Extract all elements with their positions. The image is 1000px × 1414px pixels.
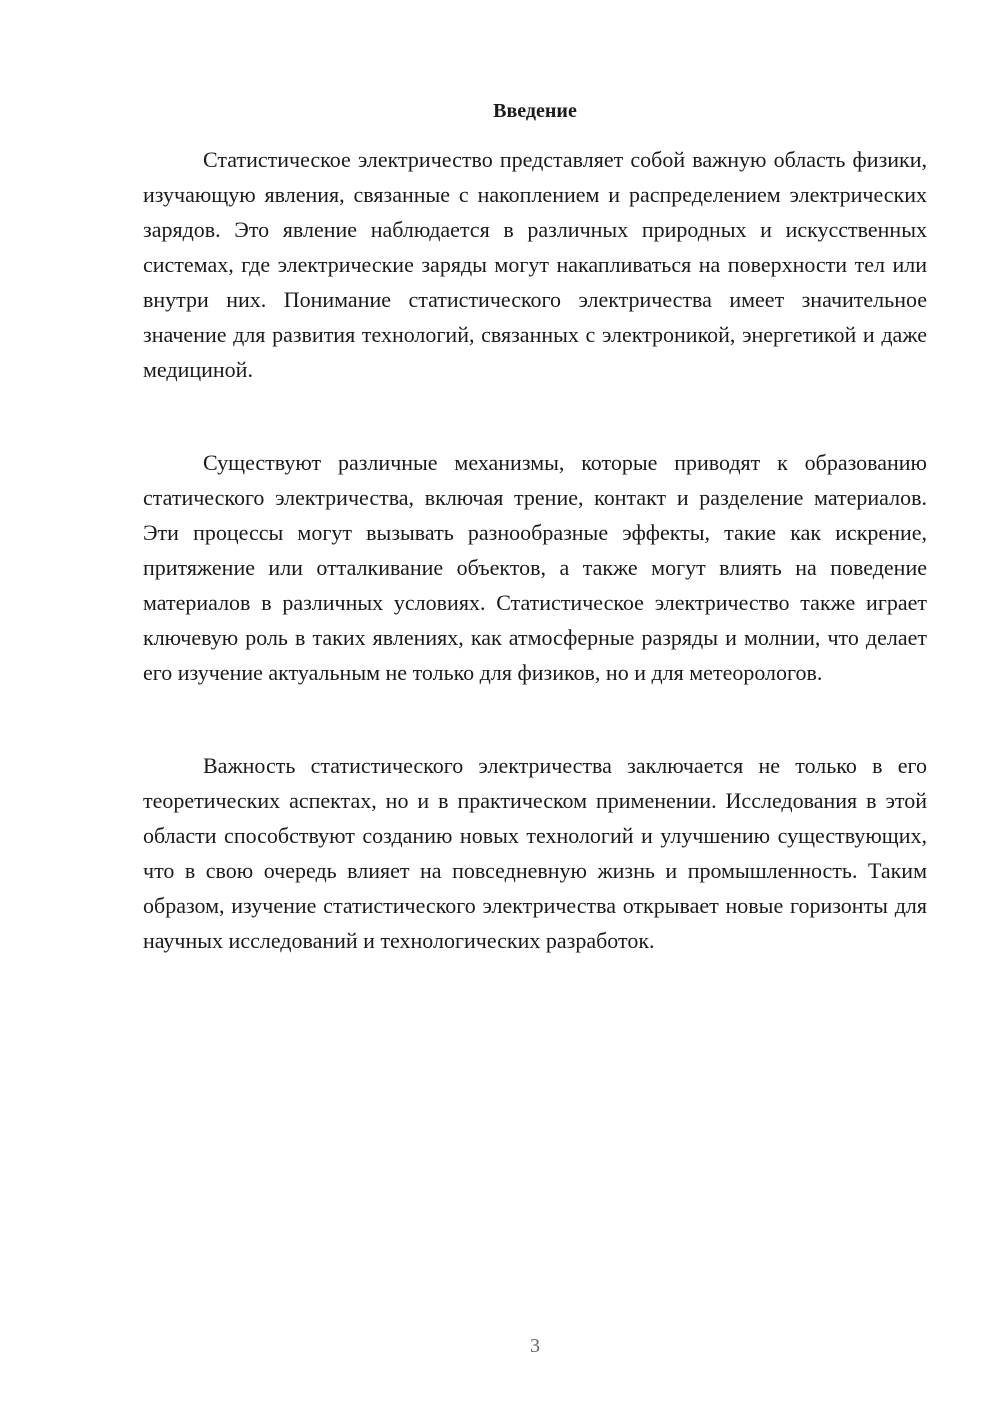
paragraph-2: Существуют различные механизмы, которые приводят к образованию статического электричества, включая трение, контакт и разделение материалов. Эти процессы могут вызывать разнообразные эффекты, такие как искрение, притяжение или отталкивание объектов, а также могут влиять на поведение материалов в различных условиях. Статистическое электричество также играет ключевую роль в таких явлениях, как атмосферные разряды и молнии, что делает его изучение актуальным не только для физиков, но и для метеорологов. [143, 450, 927, 685]
paragraph-1: Статистическое электричество представляет собой важную область физики, изучающую явления, связанные с накоплением и распределением электрических зарядов. Это явление наблюдается в различных природных и искусственных системах, где электрические заряды могут накапливаться на поверхности тел или внутри них. Понимание статистического электричества имеет значительное значение для развития технологий, связанных с электроникой, энергетикой и даже медициной. [143, 147, 927, 382]
section-heading: Введение [493, 100, 577, 122]
page-number: 3 [530, 1335, 540, 1357]
paragraph-3: Важность статистического электричества заключается не только в его теоретических аспектах, но и в практическом применении. Исследования в этой области способствуют созданию новых технологий и улучшению существующих, что в свою очередь влияет на повседневную жизнь и промышленность. Таким образом, изучение статистического электричества открывает новые горизонты для научных исследований и технологических разработок. [143, 753, 927, 953]
